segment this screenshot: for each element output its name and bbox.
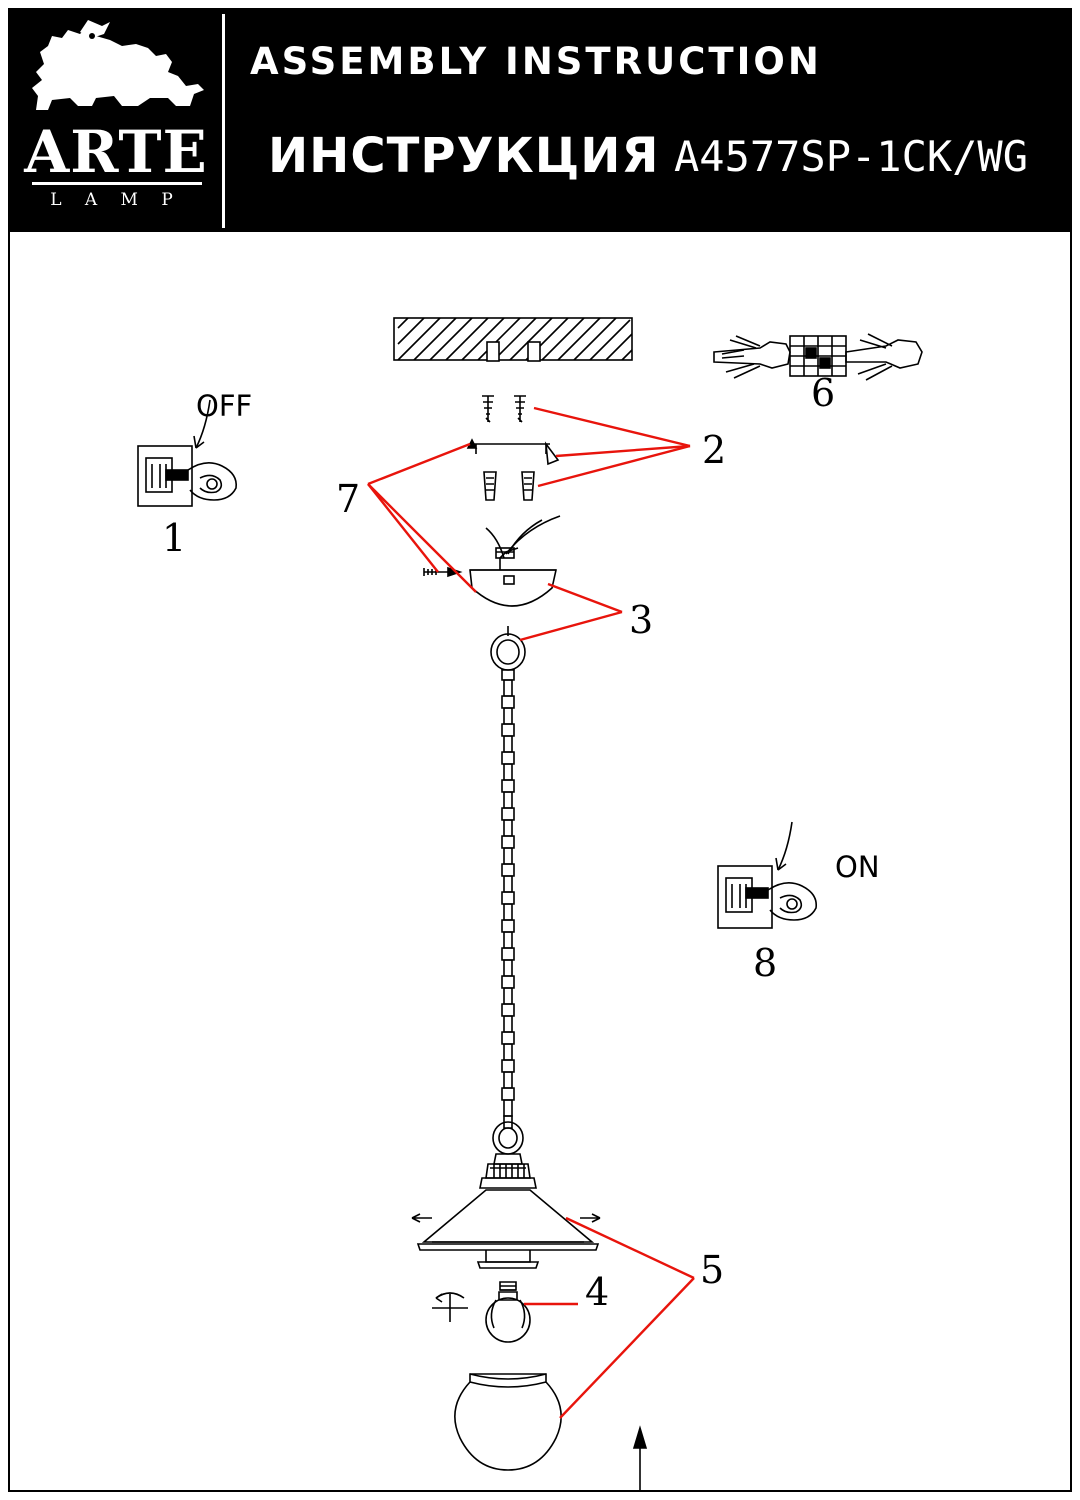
- title-russian: ИНСТРУКЦИЯ: [268, 128, 660, 184]
- diagram-svg: [0, 232, 1080, 1492]
- brand-logo: [18, 14, 214, 228]
- header-vertical-divider: [222, 14, 225, 228]
- chain-icon: [491, 626, 525, 1116]
- callout-6: 6: [811, 371, 836, 415]
- griffin-logo-icon: [18, 14, 214, 124]
- assembly-diagram: [0, 232, 1080, 1492]
- switch-off-label: OFF: [196, 389, 253, 423]
- insert-direction-arrow-icon: [634, 1428, 646, 1490]
- callout-3: 3: [629, 598, 654, 642]
- brand-subtitle: L A M P: [50, 190, 182, 210]
- callout-1: 1: [162, 516, 187, 560]
- callout-7: 7: [336, 477, 361, 521]
- brand-name: ARTE: [24, 118, 208, 186]
- callout-2: 2: [702, 428, 727, 472]
- callout-8: 8: [753, 941, 778, 985]
- bulb-icon: [486, 1282, 530, 1342]
- wall-switch-on-icon: [718, 822, 816, 928]
- title-english: ASSEMBLY INSTRUCTION: [250, 40, 822, 83]
- glass-globe-icon: [455, 1374, 561, 1470]
- header-bar: [10, 10, 1070, 232]
- ceiling-cup-icon: [470, 516, 560, 606]
- rotate-symbol-icon: [432, 1293, 468, 1322]
- ceiling-slab-icon: [394, 318, 632, 361]
- lamp-shade-icon: [412, 1116, 600, 1268]
- callout-5: 5: [700, 1248, 725, 1292]
- callout-leader-lines: [368, 408, 694, 1418]
- model-number: A4577SP-1CK/WG: [674, 132, 1029, 181]
- callout-4: 4: [585, 1270, 610, 1314]
- switch-on-label: ON: [835, 850, 880, 884]
